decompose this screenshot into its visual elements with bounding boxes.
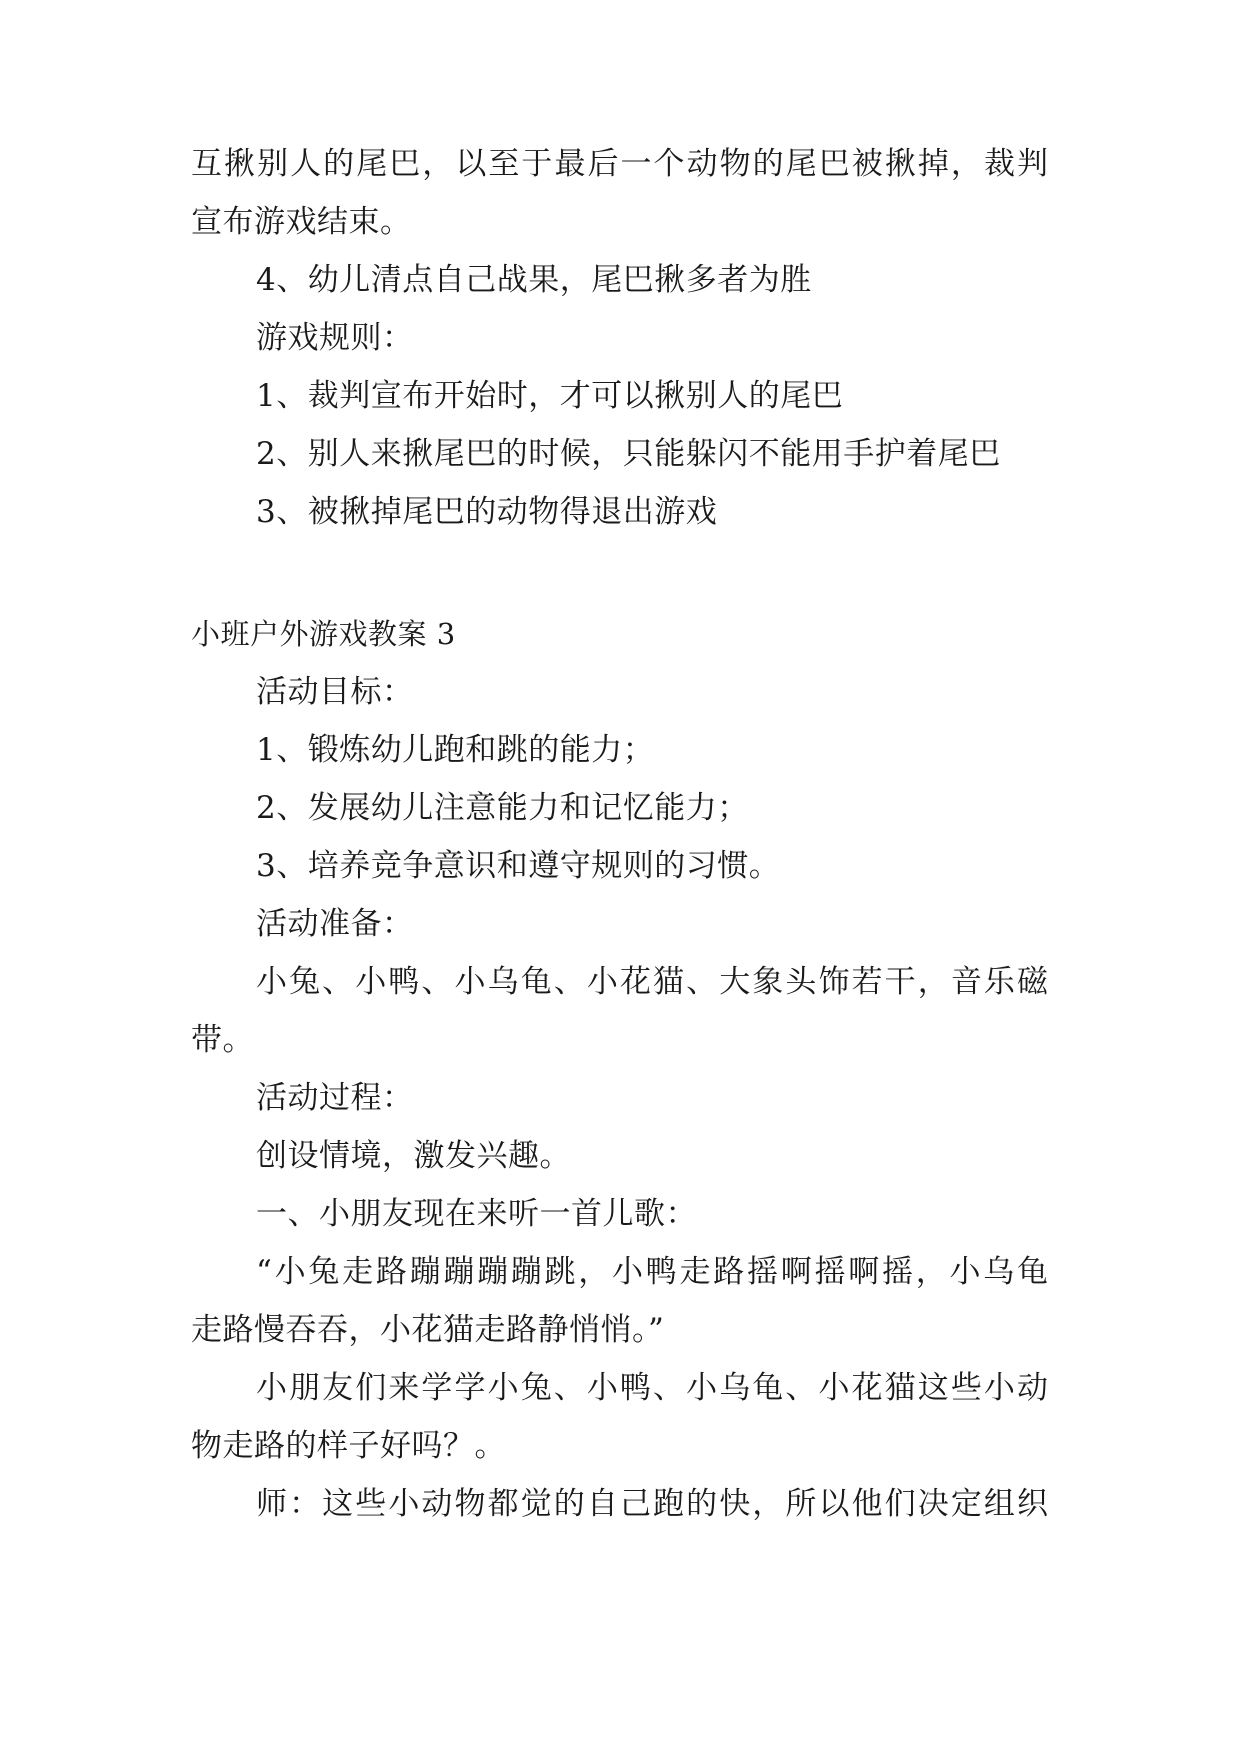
paragraph-line: 小朋友们来学学小兔、小鸭、小乌龟、小花猫这些小动 bbox=[256, 1370, 1048, 1406]
paragraph-line: 物走路的样子好吗？。 bbox=[191, 1428, 506, 1464]
paragraph-line: 师：这些小动物都觉的自己跑的快，所以他们决定组织 bbox=[256, 1486, 1048, 1522]
goal-item: 1、锻炼幼儿跑和跳的能力； bbox=[256, 732, 655, 768]
paragraph-line: 互揪别人的尾巴，以至于最后一个动物的尾巴被揪掉，裁判 bbox=[191, 146, 1048, 182]
paragraph-line: 创设情境，激发兴趣。 bbox=[256, 1138, 571, 1174]
goal-item: 2、发展幼儿注意能力和记忆能力； bbox=[256, 790, 749, 826]
paragraph-line: 走路慢吞吞，小花猫走路静悄悄。” bbox=[191, 1312, 665, 1348]
paragraph-line: 宣布游戏结束。 bbox=[191, 204, 412, 240]
rule-item: 1、裁判宣布开始时，才可以揪别人的尾巴 bbox=[256, 378, 844, 414]
section-heading: 活动过程： bbox=[256, 1080, 414, 1116]
paragraph-line: 带。 bbox=[191, 1022, 254, 1058]
paragraph-line: 小兔、小鸭、小乌龟、小花猫、大象头饰若干，音乐磁 bbox=[256, 964, 1048, 1000]
section-heading: 活动目标： bbox=[256, 674, 414, 710]
section-heading: 游戏规则： bbox=[256, 320, 414, 356]
goal-item: 3、培养竞争意识和遵守规则的习惯。 bbox=[256, 848, 781, 884]
paragraph-line: “小兔走路蹦蹦蹦蹦跳，小鸭走路摇啊摇啊摇，小乌龟 bbox=[256, 1254, 1048, 1290]
rule-item: 3、被揪掉尾巴的动物得退出游戏 bbox=[256, 494, 718, 530]
step-item: 4、幼儿清点自己战果，尾巴揪多者为胜 bbox=[256, 262, 812, 298]
paragraph-line: 一、小朋友现在来听一首儿歌： bbox=[256, 1196, 697, 1232]
rule-item: 2、别人来揪尾巴的时候，只能躲闪不能用手护着尾巴 bbox=[256, 436, 1001, 472]
document-title: 小班户外游戏教案 3 bbox=[191, 617, 456, 651]
section-heading: 活动准备： bbox=[256, 906, 414, 942]
